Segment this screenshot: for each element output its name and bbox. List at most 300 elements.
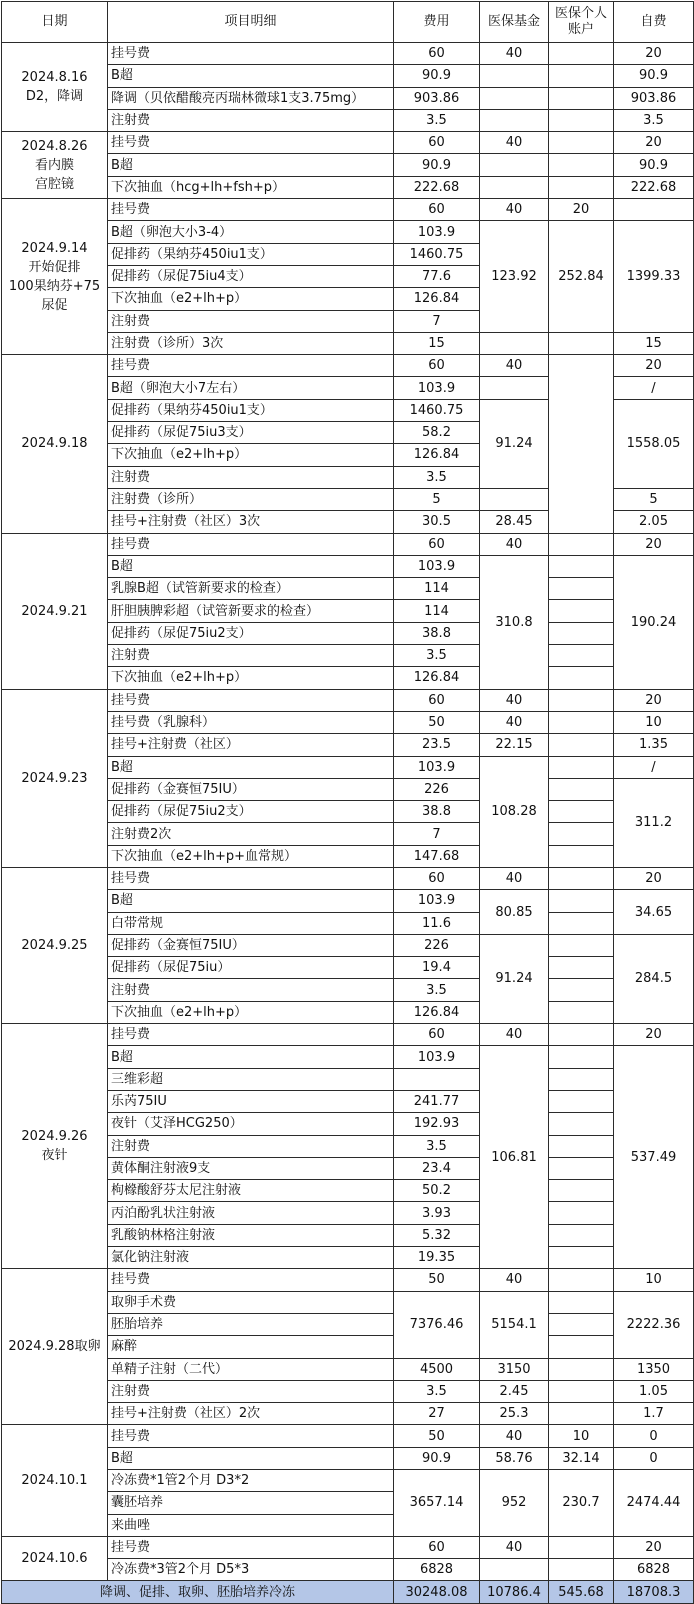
amount-cell: 3.5: [394, 1135, 480, 1157]
amount-cell: [480, 154, 549, 176]
amount-cell: [549, 890, 614, 912]
amount-cell: 40: [480, 1536, 549, 1558]
item-cell: B超: [108, 756, 394, 778]
item-cell: 挂号+注射费（社区）2次: [108, 1403, 394, 1425]
item-cell: 白带常规: [108, 912, 394, 934]
item-cell: 促排药（尿促75iu3支）: [108, 422, 394, 444]
amount-cell: [549, 578, 614, 600]
item-cell: 注射费: [108, 1380, 394, 1402]
amount-cell: 3150: [480, 1358, 549, 1380]
amount-cell: 310.8: [480, 555, 549, 689]
table-body: [2, 43, 694, 1581]
amount-cell: 114: [394, 600, 480, 622]
amount-cell: 103.9: [394, 756, 480, 778]
item-cell: 挂号费: [108, 1425, 394, 1447]
table-row: [2, 867, 694, 889]
amount-cell: [480, 109, 549, 131]
item-cell: 挂号费: [108, 355, 394, 377]
amount-cell: [480, 65, 549, 87]
item-cell: 注射费: [108, 109, 394, 131]
item-cell: 取卵手术费: [108, 1291, 394, 1313]
item-cell: 挂号费: [108, 689, 394, 711]
amount-cell: 190.24: [614, 555, 694, 689]
header-cost: 费用: [394, 2, 480, 43]
amount-cell: 20: [614, 355, 694, 377]
amount-cell: 7376.46: [394, 1291, 480, 1358]
amount-cell: 77.6: [394, 265, 480, 287]
amount-cell: 50: [394, 711, 480, 733]
item-cell: 挂号费: [108, 43, 394, 65]
amount-cell: [549, 1291, 614, 1313]
amount-cell: 50.2: [394, 1180, 480, 1202]
amount-cell: 50: [394, 1425, 480, 1447]
amount-cell: [480, 332, 549, 354]
amount-cell: [549, 1313, 614, 1335]
amount-cell: 1350: [614, 1358, 694, 1380]
item-cell: 肝胆胰脾彩超（试管新要求的检查）: [108, 600, 394, 622]
item-cell: 冷冻费*1管2个月 D3*2: [108, 1470, 394, 1492]
amount-cell: 2.05: [614, 511, 694, 533]
amount-cell: 10: [549, 1425, 614, 1447]
item-cell: 单精子注射（二代）: [108, 1358, 394, 1380]
amount-cell: 114: [394, 578, 480, 600]
amount-cell: 147.68: [394, 845, 480, 867]
table-row: [2, 1024, 694, 1046]
amount-cell: 15: [614, 332, 694, 354]
amount-cell: [549, 1224, 614, 1246]
header-personal-account: 医保个人账户: [549, 2, 614, 43]
amount-cell: [549, 65, 614, 87]
amount-cell: 32.14: [549, 1447, 614, 1469]
amount-cell: [549, 778, 614, 800]
amount-cell: 90.9: [394, 65, 480, 87]
header-self-pay: 自费: [614, 2, 694, 43]
amount-cell: 90.9: [614, 65, 694, 87]
item-cell: 注射费（诊所）3次: [108, 332, 394, 354]
item-cell: B超: [108, 890, 394, 912]
amount-cell: 58.76: [480, 1447, 549, 1469]
total-row: [2, 1581, 694, 1604]
item-cell: 降调（贝依醋酸亮丙瑞林微球1支3.75mg）: [108, 87, 394, 109]
header-insurance-fund: 医保基金: [480, 2, 549, 43]
amount-cell: [480, 1559, 549, 1581]
amount-cell: 34.65: [614, 890, 694, 935]
amount-cell: 126.84: [394, 667, 480, 689]
amount-cell: 40: [480, 1024, 549, 1046]
amount-cell: [549, 622, 614, 644]
amount-cell: 126.84: [394, 288, 480, 310]
amount-cell: 2222.36: [614, 1291, 694, 1358]
amount-cell: [549, 1180, 614, 1202]
amount-cell: [549, 1403, 614, 1425]
amount-cell: 19.4: [394, 957, 480, 979]
amount-cell: [549, 1046, 614, 1068]
item-cell: 注射费: [108, 466, 394, 488]
amount-cell: 106.81: [480, 1046, 549, 1269]
amount-cell: 80.85: [480, 890, 549, 935]
amount-cell: 226: [394, 778, 480, 800]
amount-cell: 90.9: [614, 154, 694, 176]
amount-cell: [549, 1559, 614, 1581]
amount-cell: 60: [394, 1536, 480, 1558]
amount-cell: 6828: [614, 1559, 694, 1581]
amount-cell: /: [614, 756, 694, 778]
amount-cell: [549, 823, 614, 845]
date-cell: 2024.9.14 开始促排 100果纳芬+75 尿促: [2, 199, 108, 355]
amount-cell: 5: [614, 488, 694, 510]
amount-cell: 60: [394, 867, 480, 889]
amount-cell: 903.86: [394, 87, 480, 109]
amount-cell: 3.5: [394, 979, 480, 1001]
item-cell: B超: [108, 555, 394, 577]
item-cell: 黄体酮注射液9支: [108, 1157, 394, 1179]
amount-cell: /: [614, 377, 694, 399]
amount-cell: 3.5: [394, 466, 480, 488]
item-cell: 促排药（果纳芬450iu1支）: [108, 243, 394, 265]
amount-cell: [549, 667, 614, 689]
item-cell: B超: [108, 154, 394, 176]
date-cell: 2024.9.28取卵: [2, 1269, 108, 1425]
total-personal: 545.68: [549, 1581, 614, 1604]
amount-cell: 40: [480, 43, 549, 65]
amount-cell: [549, 867, 614, 889]
amount-cell: 90.9: [394, 154, 480, 176]
header-date: 日期: [2, 2, 108, 43]
amount-cell: 3.5: [394, 1380, 480, 1402]
amount-cell: 1.7: [614, 1403, 694, 1425]
item-cell: 挂号费: [108, 533, 394, 555]
amount-cell: [549, 1157, 614, 1179]
item-cell: 促排药（尿促75iu）: [108, 957, 394, 979]
amount-cell: [549, 1336, 614, 1358]
table-row: [2, 43, 694, 65]
amount-cell: 40: [480, 533, 549, 555]
item-cell: 下次抽血（e2+lh+p）: [108, 1001, 394, 1023]
item-cell: B超（卵泡大小3-4）: [108, 221, 394, 243]
amount-cell: 103.9: [394, 1046, 480, 1068]
date-cell: 2024.10.6: [2, 1536, 108, 1581]
item-cell: 氯化钠注射液: [108, 1247, 394, 1269]
amount-cell: [480, 488, 549, 510]
amount-cell: [549, 176, 614, 198]
amount-cell: [549, 756, 614, 778]
amount-cell: [549, 645, 614, 667]
amount-cell: 1399.33: [614, 221, 694, 332]
amount-cell: 60: [394, 199, 480, 221]
amount-cell: [549, 1202, 614, 1224]
amount-cell: [549, 934, 614, 956]
date-cell: 2024.9.18: [2, 355, 108, 533]
total-fund: 10786.4: [480, 1581, 549, 1604]
amount-cell: 11.6: [394, 912, 480, 934]
item-cell: 挂号+注射费（社区）3次: [108, 511, 394, 533]
amount-cell: 126.84: [394, 444, 480, 466]
table-row: [2, 1425, 694, 1447]
total-label: 降调、促排、取卵、胚胎培养冷冻: [2, 1581, 394, 1604]
amount-cell: [549, 1135, 614, 1157]
amount-cell: 40: [480, 1269, 549, 1291]
header-item: 项目明细: [108, 2, 394, 43]
amount-cell: 25.3: [480, 1403, 549, 1425]
amount-cell: 903.86: [614, 87, 694, 109]
amount-cell: 192.93: [394, 1113, 480, 1135]
item-cell: 注射费: [108, 645, 394, 667]
amount-cell: 6828: [394, 1559, 480, 1581]
amount-cell: 20: [614, 1536, 694, 1558]
amount-cell: [549, 533, 614, 555]
amount-cell: [480, 176, 549, 198]
item-cell: 挂号费: [108, 1269, 394, 1291]
amount-cell: 1.05: [614, 1380, 694, 1402]
amount-cell: 28.45: [480, 511, 549, 533]
amount-cell: 7: [394, 310, 480, 332]
item-cell: 下次抽血（e2+lh+p）: [108, 667, 394, 689]
amount-cell: 103.9: [394, 555, 480, 577]
amount-cell: [549, 1380, 614, 1402]
amount-cell: 3.93: [394, 1202, 480, 1224]
amount-cell: [549, 979, 614, 1001]
item-cell: 挂号费: [108, 199, 394, 221]
amount-cell: 38.8: [394, 801, 480, 823]
header-row: [2, 2, 694, 43]
amount-cell: 241.77: [394, 1090, 480, 1112]
table-row: [2, 1269, 694, 1291]
amount-cell: 60: [394, 43, 480, 65]
amount-cell: 60: [394, 533, 480, 555]
amount-cell: 27: [394, 1403, 480, 1425]
amount-cell: [549, 43, 614, 65]
amount-cell: 20: [614, 533, 694, 555]
item-cell: 注射费: [108, 979, 394, 1001]
amount-cell: [549, 689, 614, 711]
amount-cell: 2.45: [480, 1380, 549, 1402]
item-cell: B超: [108, 65, 394, 87]
item-cell: 注射费2次: [108, 823, 394, 845]
amount-cell: 15: [394, 332, 480, 354]
amount-cell: 20: [549, 199, 614, 221]
date-cell: 2024.9.21: [2, 533, 108, 689]
amount-cell: 5: [394, 488, 480, 510]
amount-cell: 40: [480, 711, 549, 733]
amount-cell: [549, 132, 614, 154]
item-cell: 乐芮75IU: [108, 1090, 394, 1112]
amount-cell: [549, 801, 614, 823]
amount-cell: 230.7: [549, 1470, 614, 1537]
item-cell: 挂号费（乳腺科）: [108, 711, 394, 733]
amount-cell: 22.15: [480, 734, 549, 756]
amount-cell: [614, 199, 694, 221]
amount-cell: 7: [394, 823, 480, 845]
table-row: [2, 689, 694, 711]
amount-cell: 60: [394, 1024, 480, 1046]
amount-cell: [549, 555, 614, 577]
amount-cell: [549, 957, 614, 979]
amount-cell: [549, 600, 614, 622]
item-cell: 冷冻费*3管2个月 D5*3: [108, 1559, 394, 1581]
amount-cell: 0: [614, 1425, 694, 1447]
amount-cell: 126.84: [394, 1001, 480, 1023]
item-cell: 下次抽血（e2+lh+p+血常规）: [108, 845, 394, 867]
amount-cell: 5154.1: [480, 1291, 549, 1358]
amount-cell: 40: [480, 199, 549, 221]
amount-cell: [549, 711, 614, 733]
item-cell: 促排药（金赛恒75IU）: [108, 778, 394, 800]
item-cell: 麻醉: [108, 1336, 394, 1358]
item-cell: 促排药（尿促75iu4支）: [108, 265, 394, 287]
amount-cell: 40: [480, 355, 549, 377]
item-cell: 促排药（尿促75iu2支）: [108, 622, 394, 644]
amount-cell: [549, 1001, 614, 1023]
amount-cell: 40: [480, 689, 549, 711]
item-cell: 胚胎培养: [108, 1313, 394, 1335]
item-cell: 促排药（尿促75iu2支）: [108, 801, 394, 823]
item-cell: 下次抽血（hcg+lh+fsh+p）: [108, 176, 394, 198]
amount-cell: [394, 1068, 480, 1090]
total-self: 18708.3: [614, 1581, 694, 1604]
date-cell: 2024.10.1: [2, 1425, 108, 1536]
amount-cell: 60: [394, 689, 480, 711]
item-cell: 注射费: [108, 1135, 394, 1157]
amount-cell: [549, 1068, 614, 1090]
amount-cell: [549, 154, 614, 176]
table-row: [2, 355, 694, 377]
date-cell: 2024.9.26 夜针: [2, 1024, 108, 1269]
item-cell: 来曲唑: [108, 1514, 394, 1536]
amount-cell: 3.5: [614, 109, 694, 131]
item-cell: 挂号费: [108, 1536, 394, 1558]
amount-cell: [480, 377, 549, 399]
amount-cell: 91.24: [480, 399, 549, 488]
amount-cell: 23.5: [394, 734, 480, 756]
amount-cell: 20: [614, 1024, 694, 1046]
amount-cell: [549, 912, 614, 934]
amount-cell: 38.8: [394, 622, 480, 644]
amount-cell: [549, 734, 614, 756]
amount-cell: 284.5: [614, 934, 694, 1023]
amount-cell: 5.32: [394, 1224, 480, 1246]
total-cost: 30248.08: [394, 1581, 480, 1604]
item-cell: 乳酸钠林格注射液: [108, 1224, 394, 1246]
amount-cell: [549, 109, 614, 131]
amount-cell: 40: [480, 867, 549, 889]
amount-cell: 222.68: [614, 176, 694, 198]
amount-cell: 952: [480, 1470, 549, 1537]
amount-cell: 4500: [394, 1358, 480, 1380]
amount-cell: 50: [394, 1269, 480, 1291]
item-cell: 囊胚培养: [108, 1492, 394, 1514]
amount-cell: 10: [614, 1269, 694, 1291]
amount-cell: 252.84: [549, 221, 614, 332]
item-cell: 下次抽血（e2+lh+p）: [108, 288, 394, 310]
table-row: [2, 1536, 694, 1558]
amount-cell: 1558.05: [614, 399, 694, 488]
amount-cell: 123.92: [480, 221, 549, 332]
item-cell: 枸橼酸舒芬太尼注射液: [108, 1180, 394, 1202]
item-cell: 挂号+注射费（社区）: [108, 734, 394, 756]
amount-cell: [549, 1024, 614, 1046]
amount-cell: 3657.14: [394, 1470, 480, 1537]
amount-cell: [549, 1269, 614, 1291]
table-row: [2, 533, 694, 555]
amount-cell: 30.5: [394, 511, 480, 533]
item-cell: B超（卵泡大小7左右）: [108, 377, 394, 399]
item-cell: 注射费: [108, 310, 394, 332]
amount-cell: 58.2: [394, 422, 480, 444]
amount-cell: [549, 1113, 614, 1135]
amount-cell: 20: [614, 43, 694, 65]
expense-table: [1, 1, 694, 1604]
table-row: [2, 132, 694, 154]
amount-cell: 0: [614, 1447, 694, 1469]
amount-cell: 90.9: [394, 1447, 480, 1469]
item-cell: 丙泊酚乳状注射液: [108, 1202, 394, 1224]
amount-cell: [549, 1247, 614, 1269]
amount-cell: [549, 332, 614, 354]
amount-cell: 103.9: [394, 890, 480, 912]
amount-cell: 103.9: [394, 377, 480, 399]
item-cell: 挂号费: [108, 132, 394, 154]
item-cell: 促排药（果纳芬450iu1支）: [108, 399, 394, 421]
amount-cell: 3.5: [394, 109, 480, 131]
item-cell: B超: [108, 1046, 394, 1068]
amount-cell: 20: [614, 132, 694, 154]
amount-cell: 40: [480, 1425, 549, 1447]
amount-cell: [549, 87, 614, 109]
date-cell: 2024.9.23: [2, 689, 108, 867]
amount-cell: 10: [614, 711, 694, 733]
amount-cell: [480, 87, 549, 109]
amount-cell: 226: [394, 934, 480, 956]
amount-cell: 40: [480, 132, 549, 154]
date-cell: 2024.9.25: [2, 867, 108, 1023]
item-cell: 夜针（艾泽HCG250）: [108, 1113, 394, 1135]
amount-cell: 311.2: [614, 778, 694, 867]
amount-cell: 3.5: [394, 645, 480, 667]
amount-cell: [549, 1358, 614, 1380]
amount-cell: 108.28: [480, 756, 549, 867]
amount-cell: 1460.75: [394, 399, 480, 421]
amount-cell: 20: [614, 689, 694, 711]
item-cell: B超: [108, 1447, 394, 1469]
item-cell: 促排药（金赛恒75IU）: [108, 934, 394, 956]
date-cell: 2024.8.16 D2，降调: [2, 43, 108, 132]
amount-cell: 222.68: [394, 176, 480, 198]
amount-cell: [549, 1536, 614, 1558]
amount-cell: 2474.44: [614, 1470, 694, 1537]
date-cell: 2024.8.26 看内膜 宫腔镜: [2, 132, 108, 199]
item-cell: 乳腺B超（试管新要求的检查）: [108, 578, 394, 600]
table-row: [2, 199, 694, 221]
item-cell: 三维彩超: [108, 1068, 394, 1090]
amount-cell: 60: [394, 355, 480, 377]
amount-cell: 20: [614, 867, 694, 889]
amount-cell: 91.24: [480, 934, 549, 1023]
amount-cell: 1.35: [614, 734, 694, 756]
amount-cell: [549, 355, 614, 533]
amount-cell: 23.4: [394, 1157, 480, 1179]
item-cell: 挂号费: [108, 867, 394, 889]
amount-cell: [549, 845, 614, 867]
amount-cell: 537.49: [614, 1046, 694, 1269]
amount-cell: 60: [394, 132, 480, 154]
item-cell: 挂号费: [108, 1024, 394, 1046]
amount-cell: 103.9: [394, 221, 480, 243]
item-cell: 下次抽血（e2+lh+p）: [108, 444, 394, 466]
amount-cell: 19.35: [394, 1247, 480, 1269]
amount-cell: 1460.75: [394, 243, 480, 265]
amount-cell: [549, 1090, 614, 1112]
item-cell: 注射费（诊所）: [108, 488, 394, 510]
